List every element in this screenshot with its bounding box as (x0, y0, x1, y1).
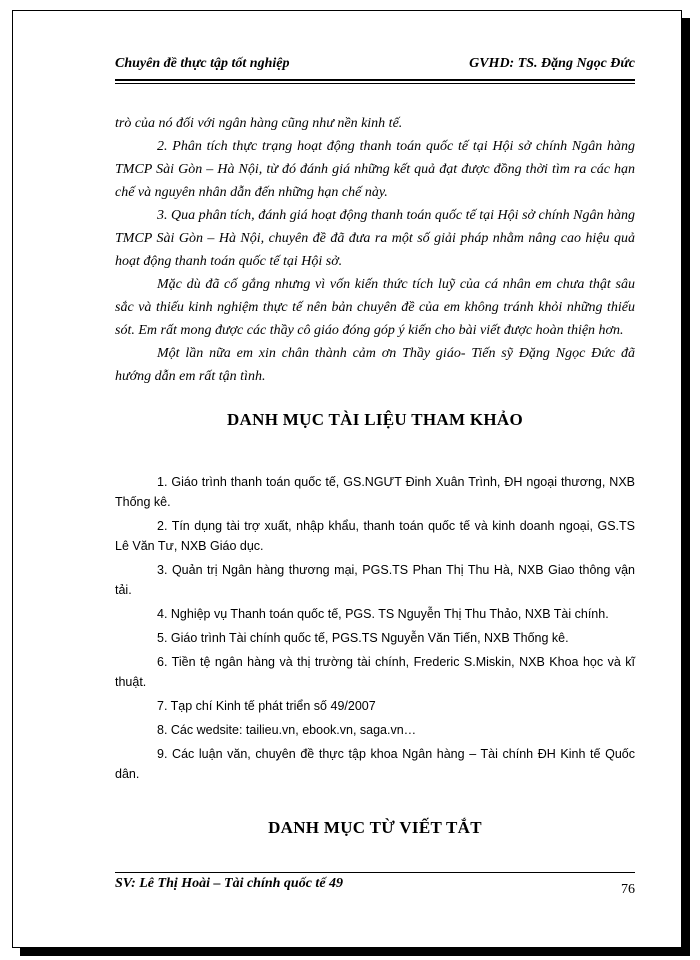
page-shadow-right (682, 18, 690, 956)
page-header (115, 56, 635, 78)
reference-item: 8. Các wedsite: tailieu.vn, ebook.vn, saga.vn… (157, 723, 417, 737)
reference-item: 9. Các luận văn, chuyên đề thực tập khoa Ngân hàng – Tài chính ĐH Kinh tế Quốc dân. (115, 747, 635, 781)
body-paragraph: Mặc dù đã cố gắng nhưng vì vốn kiến thức tích luỹ của cá nhân em chưa thật sâu sắc và thiếu kinh nghiệm thực tế nên bản chuyên đề của em không tránh khỏi những thiếu sót. Em rất mong được các thầy cô giáo đóng góp ý kiến cho bài viết được hoàn thiện hơn. (115, 277, 635, 338)
reference-item: 7. Tạp chí Kinh tế phát triển số 49/2007 (157, 699, 376, 713)
body-paragraph: 3. Qua phân tích, đánh giá hoạt động thanh toán quốc tế tại Hội sở chính Ngân hàng TMCP Sài Gòn – Hà Nội, chuyên đề đã đưa ra một số giải pháp nhằm nâng cao hiệu quả hoạt động thanh toán quốc tế tại Hội sở. (115, 208, 635, 269)
abbreviations-title: DANH MỤC TỪ VIẾT TẮT (268, 818, 482, 837)
body-paragraph: 2. Phân tích thực trạng hoạt động thanh toán quốc tế tại Hội sở chính Ngân hàng TMCP Sài Gòn – Hà Nội, từ đó đánh giá những kết quả đạt được đồng thời tìm ra các hạn chế và nguyên nhân dẫn đến những hạn chế này. (115, 139, 635, 200)
page-number: 76 (621, 882, 635, 897)
references-list (115, 472, 635, 788)
reference-item: 4. Nghiệp vụ Thanh toán quốc tế, PGS. TS Nguyễn Thị Thu Thảo, NXB Tài chính. (157, 607, 609, 621)
reference-item: 2. Tín dụng tài trợ xuất, nhập khẩu, thanh toán quốc tế và kinh doanh ngoại, GS.TS Lê Văn Tư, NXB Giáo dục. (115, 519, 635, 553)
page-shadow-bottom (20, 948, 690, 956)
header-rule-thick (115, 79, 635, 81)
reference-item: 3. Quản trị Ngân hàng thương mại, PGS.TS Phan Thị Thu Hà, NXB Giao thông vận tải. (115, 563, 635, 597)
reference-item: 5. Giáo trình Tài chính quốc tế, PGS.TS Nguyễn Văn Tiến, NXB Thống kê. (157, 631, 569, 645)
footer-student: SV: Lê Thị Hoài – Tài chính quốc tế 49 (115, 876, 344, 891)
reference-item: 1. Giáo trình thanh toán quốc tế, GS.NGƯT Đinh Xuân Trình, ĐH ngoại thương, NXB Thống kê. (115, 475, 635, 509)
body-paragraph: Một lần nữa em xin chân thành cảm ơn Thầy giáo- Tiến sỹ Đặng Ngọc Đức đã hướng dẫn em rất tận tình. (115, 346, 635, 384)
header-document-type: Chuyên đề thực tập tốt nghiệp (115, 56, 290, 71)
page-footer (115, 876, 635, 897)
reference-item: 6. Tiền tệ ngân hàng và thị trường tài chính, Frederic S.Miskin, NXB Khoa học và kĩ thuật. (115, 655, 635, 689)
references-title: DANH MỤC TÀI LIỆU THAM KHẢO (226, 410, 524, 429)
header-advisor: GVHD: TS. Đặng Ngọc Đức (469, 56, 635, 71)
body-paragraph: trò của nó đối với ngân hàng cũng như nền kinh tế. (115, 116, 403, 131)
footer-rule (115, 872, 635, 873)
header-rule-thin (115, 83, 635, 84)
body-text (115, 112, 635, 388)
